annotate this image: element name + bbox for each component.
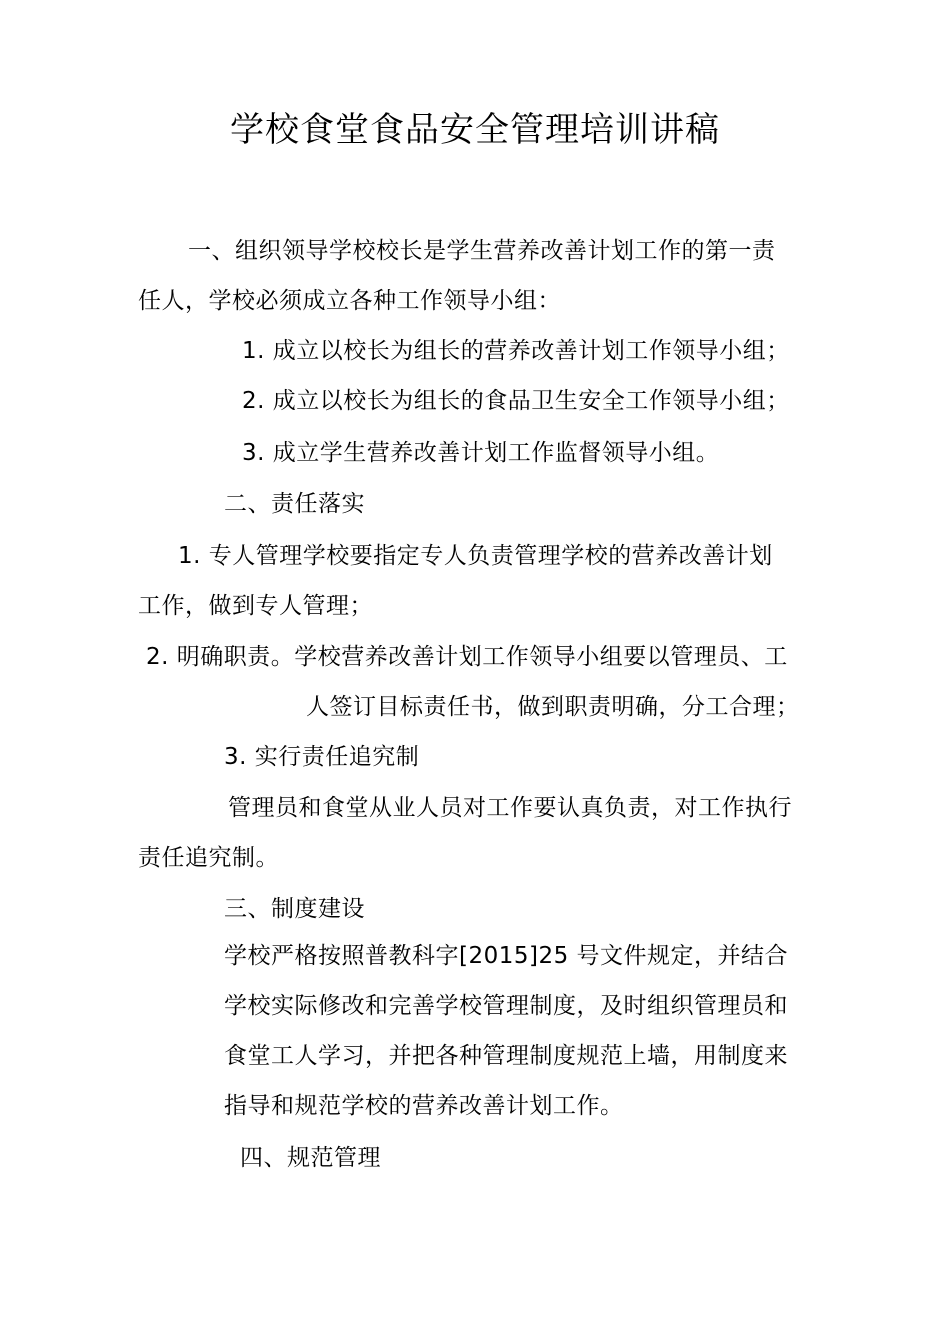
section-heading-3: 三、制度建设 (224, 896, 365, 922)
paragraph-line-9: 2. 明确职责。学校营养改善计划工作领导小组要以管理员、工 (146, 644, 788, 670)
paragraph-line-18: 指导和规范学校的营养改善计划工作。 (224, 1093, 624, 1119)
paragraph-line-11: 3. 实行责任追究制 (224, 744, 420, 770)
paragraph-line-7: 1. 专人管理学校要指定专人负责管理学校的营养改善计划 (178, 543, 773, 569)
paragraph-line-10: 人签订目标责任书，做到职责明确，分工合理； (306, 694, 800, 720)
paragraph-line-2: 任人，学校必须成立各种工作领导小组： (138, 288, 561, 314)
paragraph-line-15: 学校严格按照普教科字[2015]25 号文件规定，并结合 (224, 943, 789, 969)
paragraph-line-1: 一、组织领导学校校长是学生营养改善计划工作的第一责 (188, 238, 776, 264)
document-title: 学校食堂食品安全管理培训讲稿 (230, 110, 720, 150)
section-heading-2: 二、责任落实 (224, 491, 365, 517)
paragraph-line-16: 学校实际修改和完善学校管理制度，及时组织管理员和 (224, 993, 788, 1019)
paragraph-line-12: 管理员和食堂从业人员对工作要认真负责，对工作执行 (228, 795, 792, 821)
list-item-1: 1. 成立以校长为组长的营养改善计划工作领导小组； (242, 338, 790, 364)
list-item-2: 2. 成立以校长为组长的食品卫生安全工作领导小组； (242, 388, 790, 414)
paragraph-line-13: 责任追究制。 (138, 845, 279, 871)
paragraph-line-17: 食堂工人学习，并把各种管理制度规范上墙，用制度来 (224, 1043, 788, 1069)
list-item-3: 3. 成立学生营养改善计划工作监督领导小组。 (242, 440, 720, 466)
paragraph-line-8: 工作，做到专人管理； (138, 593, 373, 619)
section-heading-4: 四、规范管理 (240, 1145, 381, 1171)
